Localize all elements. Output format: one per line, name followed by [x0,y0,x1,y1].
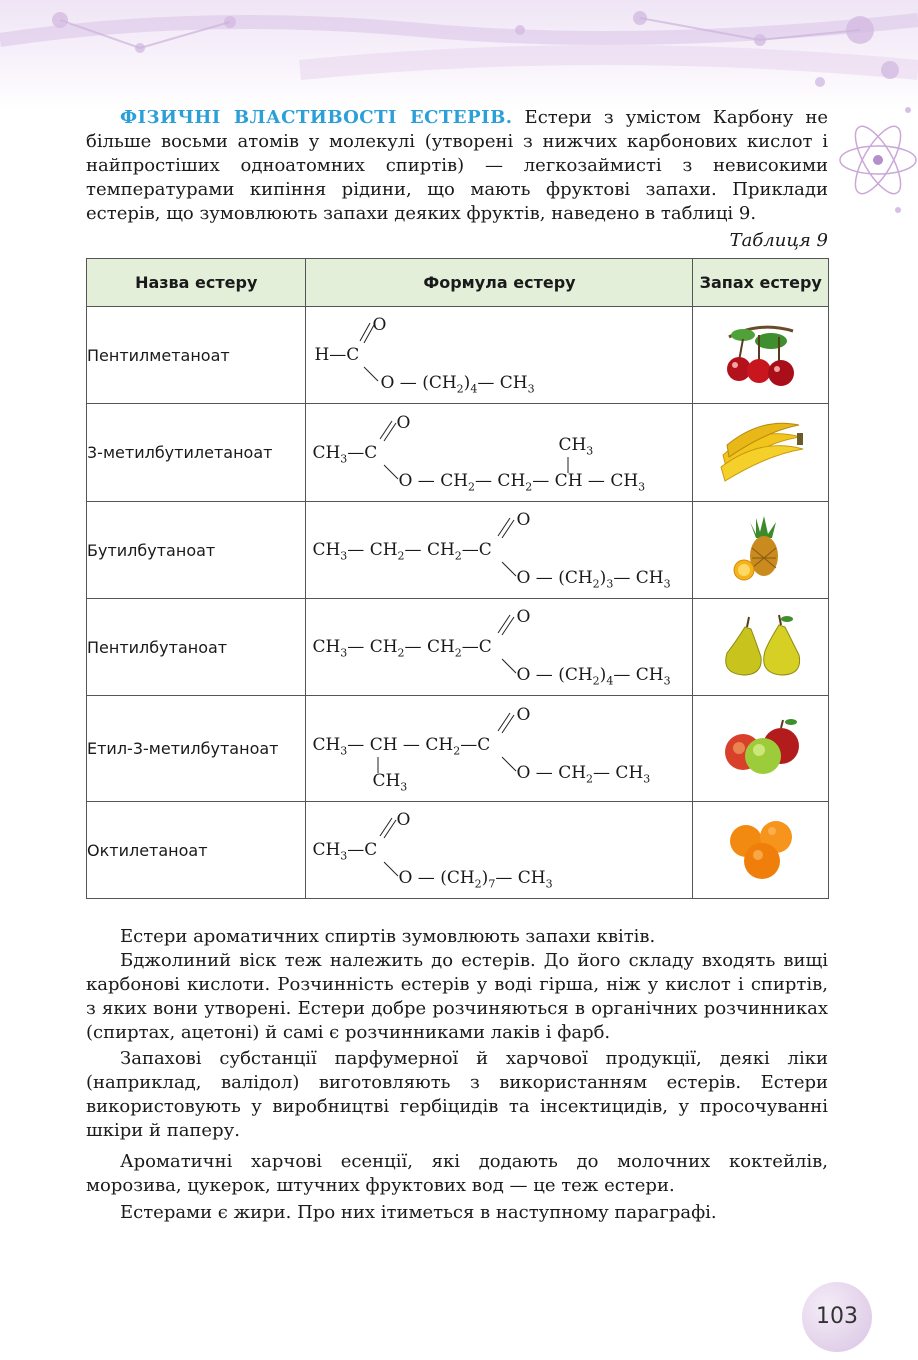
body-paragraph-1: Естери ароматичних спиртів зумовлюють запахи квітів. [120,926,656,947]
ester-formula [306,802,693,899]
body-paragraph-3: Запахові субстанції парфумерної й харчової продукції, деякі ліки (наприклад, валідол) виготовляють з використанням естерів. Естери використовують у виробництві гербіцидів та інсектицидів, у просочуванні шкіри й паперу. [86,1048,828,1141]
header-smell: Запах естеру [693,259,829,307]
table-row [87,307,829,404]
cherry-icon [719,317,803,389]
ester-name: Пентилбутаноат [87,599,306,696]
table-row [87,802,829,899]
ester-formula [306,599,693,696]
smell-cell [693,802,829,899]
pineapple-icon [726,512,796,584]
body-paragraph-2: Бджолиний віск теж належить до естерів. До його складу входять вищі карбонові кислоти. Розчинність естерів у воді гірша, ніж у кислот і спиртів, з яких вони утворені. Естери добре розчиняються в органічних розчинниках (спиртах, ацетоні) й самі є розчинниками лаків і фарб. [86,950,828,1043]
structural-formula: O $CH_3—$ CH — $CH_2—C$ O — $CH_2—$ $CH_3$ $CH_3$ [312,704,651,793]
ester-name: Етил-3-метилбутаноат [87,696,306,802]
esters-table [86,258,829,899]
structural-formula: O $CH_3—$ $CH_2—$ $CH_2—C$ O — $(CH_2)_3—$ $CH_3$ [312,510,671,591]
pear-icon [717,613,805,677]
table-row [87,599,829,696]
table-row [87,404,829,502]
ester-formula [306,502,693,599]
section-heading: ФІЗИЧНІ ВЛАСТИВОСТІ ЕСТЕРІВ. [120,107,513,128]
ester-name: Пентилметаноат [87,307,306,404]
decorative-header [0,0,918,110]
body-paragraph-4: Ароматичні харчові есенції, які додають до молочних коктейлів, морозива, цукерок, штучних фруктових вод — це теж естери. [86,1151,828,1196]
atom-decoration [828,100,918,250]
structural-formula: O $CH_3—$ $CH_2—$ $CH_2—C$ O — $(CH_2)_4—$ $CH_3$ [312,607,671,688]
page-number: 103 [802,1282,872,1352]
ester-formula [306,307,693,404]
intro-paragraph [86,106,828,226]
ester-formula [306,404,693,502]
body-paragraph-5: Естерами є жири. Про них ітиметься в наступному параграфі. [120,1202,717,1223]
ester-name: Октилетаноат [87,802,306,899]
smell-cell [693,404,829,502]
apple-icon [719,716,803,778]
smell-cell [693,696,829,802]
intro-text: Естери з умістом Карбону не більше восьми атомів у молекулі (утворені з нижчих карбонових кислот і найпростіших одноатомних спиртів) — легкозаймисті з невисокими температурами кипіння рідини, що мають фруктові запахи. Приклади естерів, що зумовлюють запахи деяких фруктів, наведено в таблиці 9. [86,107,828,224]
molecules-decoration [0,0,918,110]
structural-formula: O H—C O — $(CH_2)_4—$ $CH_3$ [314,315,535,396]
header-name: Назва естеру [87,259,306,307]
ester-formula [306,696,693,802]
ester-name: 3-метилбутилетаноат [87,404,306,502]
structural-formula: O $CH_3—C$ $CH_3$ O — $CH_2—$ $CH_2—$ CH — $CH_3$ [312,412,646,493]
smell-cell [693,307,829,404]
smell-cell [693,502,829,599]
table-caption: Таблиця 9 [729,230,828,251]
table-row [87,502,829,599]
ester-name: Бутилбутаноат [87,502,306,599]
structural-formula: O $CH_3—C$ O — $(CH_2)_7—$ $CH_3$ [312,810,553,891]
orange-icon [724,815,798,881]
table-row [87,696,829,802]
banana-icon [717,415,805,487]
table-header-row [87,259,829,307]
smell-cell [693,599,829,696]
header-formula: Формула естеру [306,259,693,307]
